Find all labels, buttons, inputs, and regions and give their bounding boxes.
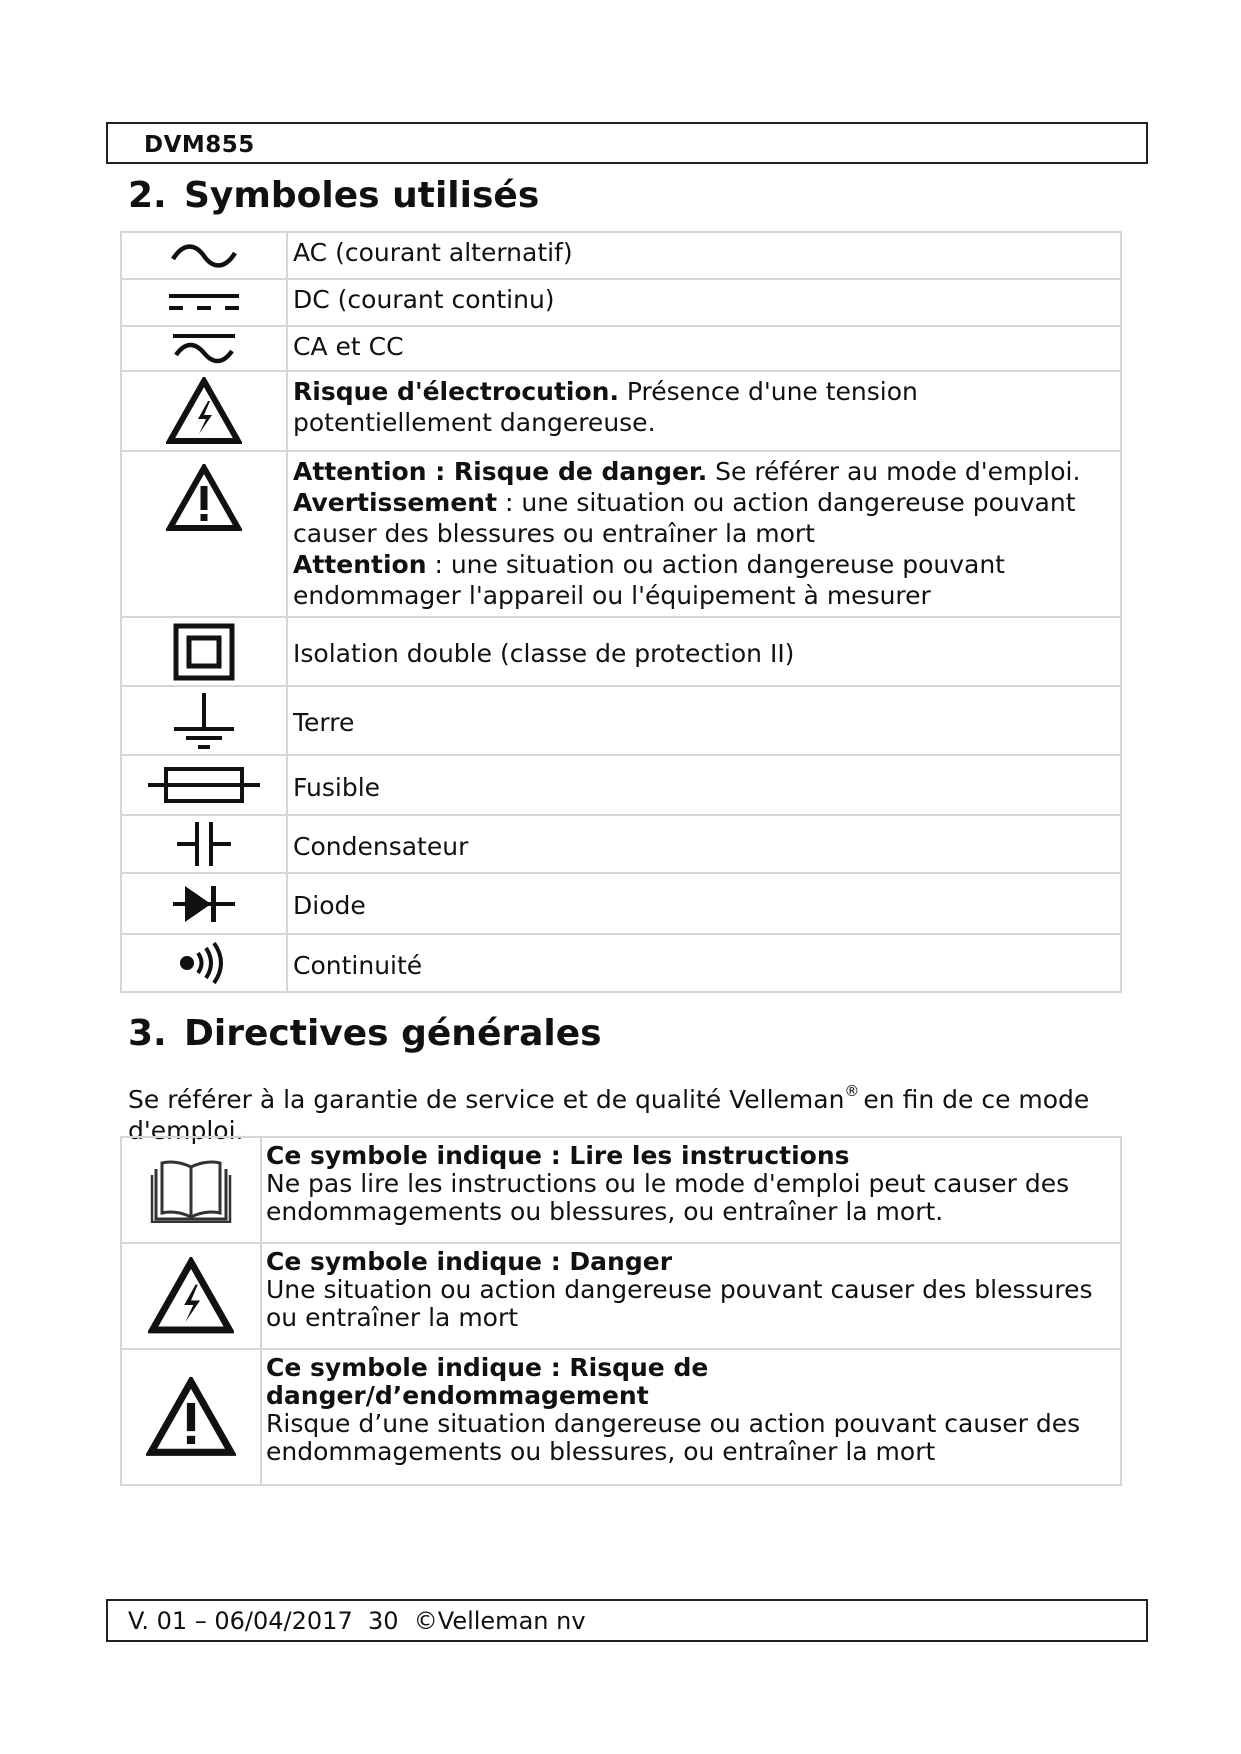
capacitor-icon — [175, 820, 233, 868]
double-insulation-icon — [173, 623, 235, 681]
intro-text-end: en fin de ce mode d'emploi. — [128, 1085, 1090, 1145]
page-header — [106, 122, 1148, 164]
icon-cell — [121, 232, 287, 279]
caution-warning-icon — [146, 1377, 236, 1457]
table-row — [121, 1243, 1121, 1349]
attention-text-2: une situation ou action dangereuse pouvant endommager l'appareil ou l'équipement à mesurer — [293, 550, 1005, 610]
attention-label: Attention : Risque de danger. — [293, 457, 708, 486]
directive-description — [261, 1243, 1121, 1349]
symbol-description: CA et CC — [287, 326, 1121, 371]
icon-cell — [121, 755, 287, 815]
table-row — [121, 371, 1121, 451]
icon-cell — [121, 617, 287, 686]
section-number: 2. — [128, 175, 167, 216]
warning-label: Risque d'électrocution. — [293, 377, 619, 406]
symbol-description: Condensateur — [287, 815, 1121, 873]
symbol-description: Fusible — [287, 755, 1121, 815]
directive-description — [261, 1349, 1121, 1485]
attention-label-2: Attention — [293, 550, 427, 579]
fuse-icon — [146, 765, 262, 805]
dc-icon — [168, 291, 240, 315]
directive-heading: Ce symbole indique : Danger — [266, 1247, 673, 1276]
directive-text: Ne pas lire les instructions ou le mode d'emploi peut causer des endommagements ou blessures, ou entraîner la mort. — [266, 1169, 1070, 1226]
icon-cell — [121, 371, 287, 451]
directive-text: Une situation ou action dangereuse pouvant causer des blessures ou entraîner la mort — [266, 1275, 1093, 1332]
table-row — [121, 1137, 1121, 1243]
icon-cell — [121, 934, 287, 992]
intro-text: Se référer à la garantie de service et de qualité Velleman — [128, 1085, 845, 1114]
table-row — [121, 451, 1121, 617]
table-row — [121, 873, 1121, 934]
icon-cell — [121, 326, 287, 371]
electric-shock-warning-icon — [148, 1257, 234, 1335]
symbol-description — [287, 451, 1121, 617]
registered-mark: ® — [844, 1082, 860, 1100]
table-row — [121, 232, 1121, 279]
icon-cell — [121, 279, 287, 326]
warning-text: Présence d'une tension potentiellement dangereuse. — [293, 377, 918, 437]
symbol-description: Isolation double (classe de protection II) — [287, 617, 1121, 686]
directive-heading: Ce symbole indique : Risque de danger/d’endommagement — [266, 1353, 709, 1410]
table-row — [121, 755, 1121, 815]
table-row — [121, 815, 1121, 873]
ac-sine-icon — [169, 241, 239, 271]
symbol-description: Terre — [287, 686, 1121, 755]
icon-cell — [121, 873, 287, 934]
table-row — [121, 279, 1121, 326]
icon-cell — [121, 1243, 261, 1349]
icon-cell — [121, 451, 287, 617]
avertissement-text: une situation ou action dangereuse pouvant causer des blessures ou entraîner la mort — [293, 488, 1076, 548]
symbol-description: Continuité — [287, 934, 1121, 992]
icon-cell — [121, 1349, 261, 1485]
symbol-description: Diode — [287, 873, 1121, 934]
section-title-text: Directives générales — [184, 1013, 602, 1054]
model-name: DVM855 — [144, 132, 255, 158]
section-number: 3. — [128, 1013, 167, 1054]
avertissement-label: Avertissement — [293, 488, 498, 517]
table-row — [121, 686, 1121, 755]
icon-cell — [121, 686, 287, 755]
section-title-text: Symboles utilisés — [184, 175, 540, 216]
symbols-table — [120, 231, 1122, 993]
caution-warning-icon — [166, 464, 242, 532]
directive-text: Risque d’une situation dangereuse ou action pouvant causer des endommagements ou blessures, ou entraîner la mort — [266, 1409, 1081, 1466]
ground-icon — [172, 691, 236, 751]
diode-icon — [171, 882, 237, 926]
directive-heading: Ce symbole indique : Lire les instructions — [266, 1141, 850, 1170]
symbol-description: DC (courant continu) — [287, 279, 1121, 326]
table-row — [121, 617, 1121, 686]
continuity-icon — [178, 940, 230, 986]
section-3-title — [128, 1013, 602, 1054]
directive-description — [261, 1137, 1121, 1243]
section-2-title — [128, 175, 539, 216]
directives-table — [120, 1136, 1122, 1486]
footer-text: V. 01 – 06/04/2017 30 ©Velleman nv — [128, 1607, 586, 1635]
table-row — [121, 1349, 1121, 1485]
electric-shock-warning-icon — [166, 377, 242, 445]
symbol-description — [287, 371, 1121, 451]
icon-cell — [121, 1137, 261, 1243]
read-manual-book-icon — [150, 1157, 232, 1223]
ac-dc-icon — [171, 331, 237, 367]
icon-cell — [121, 815, 287, 873]
attention-text: Se référer au mode d'emploi. — [707, 457, 1081, 486]
table-row — [121, 326, 1121, 371]
symbol-description: AC (courant alternatif) — [287, 232, 1121, 279]
page-footer — [106, 1599, 1148, 1642]
table-row — [121, 934, 1121, 992]
